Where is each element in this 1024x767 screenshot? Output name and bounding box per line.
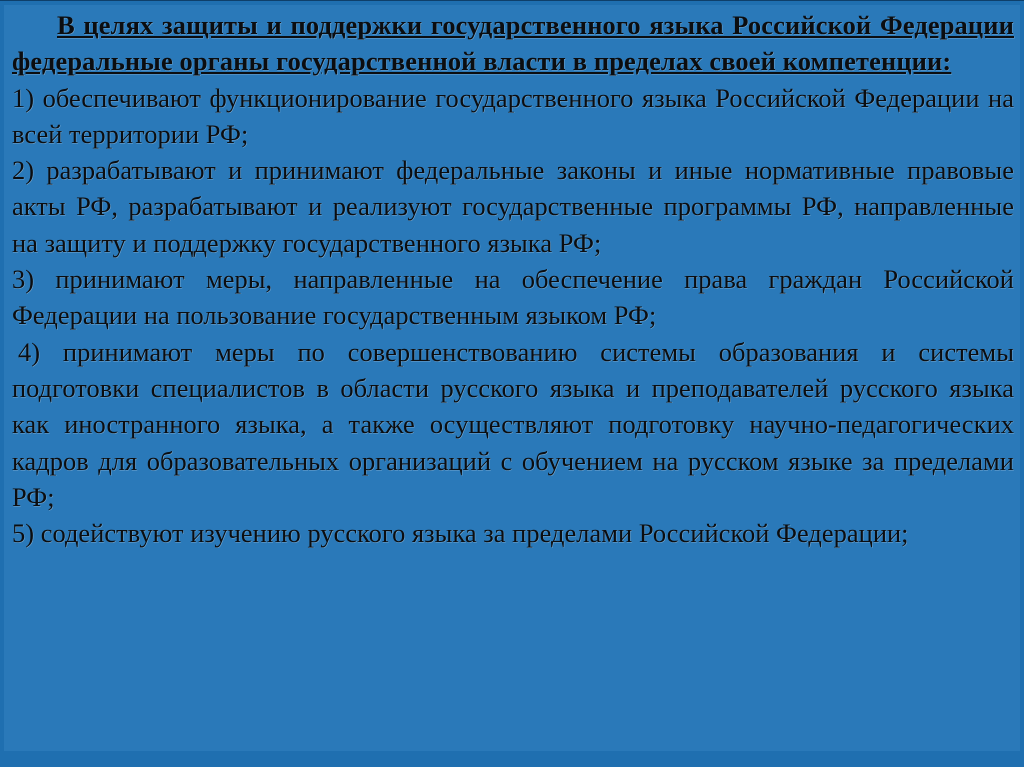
list-item-2: 2) разрабатывают и принимают федеральные законы и иные нормативные правовые акты РФ, разрабатывают и реализуют государственные программы РФ, направленные на защиту и поддержку государственного языка РФ;: [12, 155, 1014, 258]
content-panel: [4, 5, 1020, 751]
list-item-3: 3) принимают меры, направленные на обеспечение права граждан Российской Федерации на пользование государственным языком РФ;: [12, 264, 1014, 331]
list-item-1: 1) обеспечивают функционирование государственного языка Российской Федерации на всей территории РФ;: [12, 82, 1014, 149]
list-item-4: 4) принимают меры по совершенствованию системы образования и системы подготовки специалистов в области русского языка и преподавателей русского языка как иностранного языка, а также осуществляют подготовку научно-педагогических кадров для образовательных организаций с обучением на русском языке за пределами РФ;: [12, 336, 1014, 512]
list-item-5: 5) содействуют изучению русского языка за пределами Российской Федерации;: [12, 518, 909, 549]
intro-heading: В целях защиты и поддержки государственного языка Российской Федерации федеральные органы государственной власти в пределах своей компетенции:: [12, 10, 1014, 77]
slide-text: [12, 7, 1014, 551]
